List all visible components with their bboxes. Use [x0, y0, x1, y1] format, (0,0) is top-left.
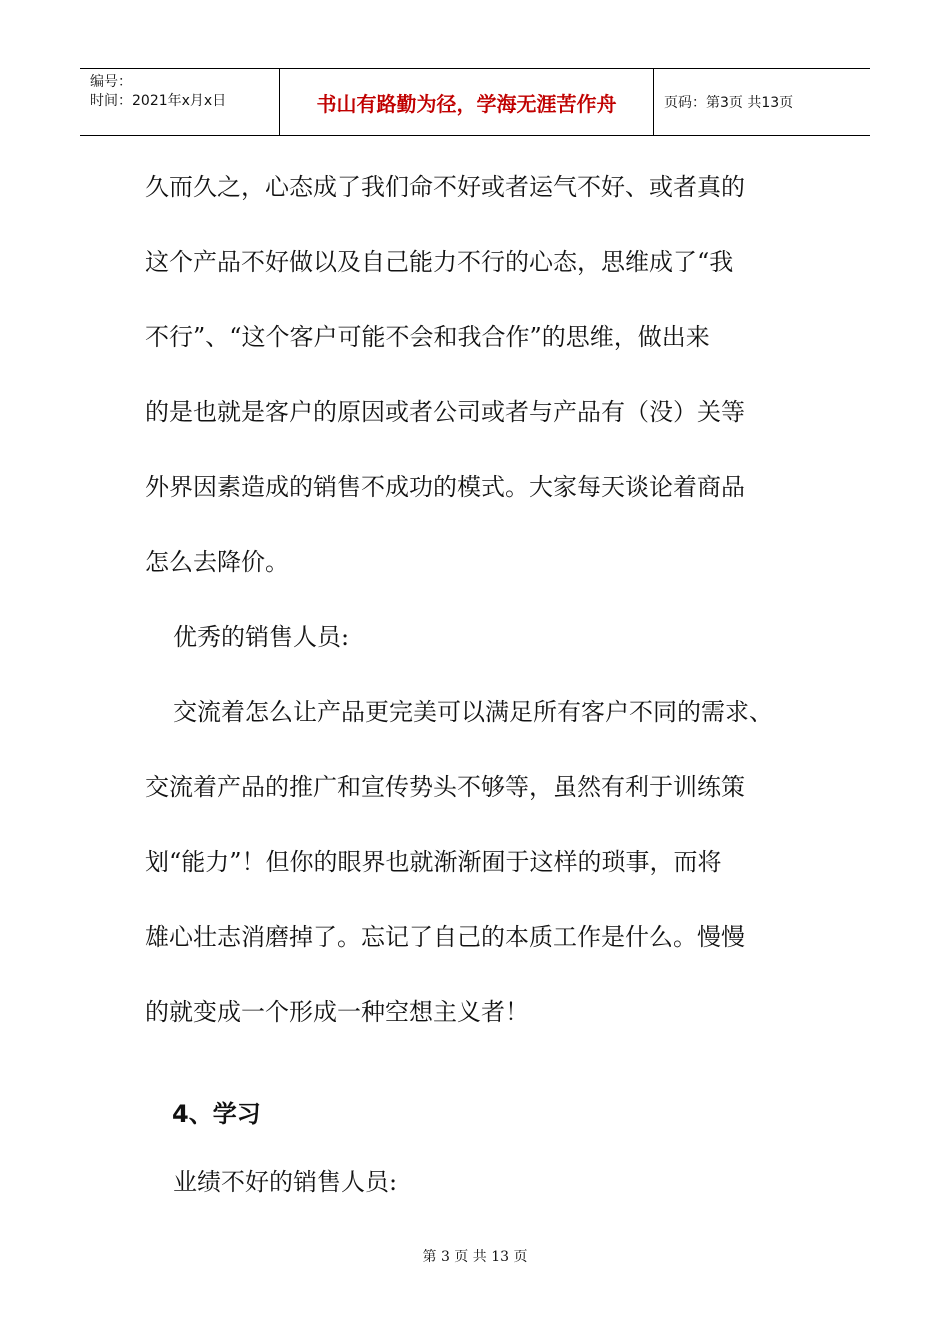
paragraph-line: 这个产品不好做以及自己能力不行的心态，思维成了“我	[145, 248, 734, 276]
paragraph-line: 划“能力”！但你的眼界也就渐渐囿于这样的琐事，而将	[145, 848, 722, 876]
document-number: 编号：	[90, 74, 132, 90]
paragraph-line: 不行”、“这个客户可能不会和我合作”的思维，做出来	[145, 323, 710, 351]
paragraph-line: 怎么去降价。	[145, 548, 289, 576]
header-page-info-cell	[654, 69, 870, 135]
document-body	[145, 150, 825, 1050]
header-meta	[80, 69, 280, 135]
section-heading: 4、学习	[172, 1100, 261, 1128]
header-page-info: 页码：第3页 共13页	[664, 95, 794, 111]
paragraph-line: 交流着怎么让产品更完美可以满足所有客户不同的需求、	[173, 698, 773, 726]
paragraph-line: 外界因素造成的销售不成功的模式。大家每天谈论着商品	[145, 473, 745, 501]
paragraph-line: 优秀的销售人员:	[173, 623, 350, 651]
paragraph-line: 雄心壮志消磨掉了。忘记了自己的本质工作是什么。慢慢	[145, 923, 745, 951]
paragraph-line: 久而久之，心态成了我们命不好或者运气不好、或者真的	[145, 173, 745, 201]
document-date: 时间：2021年x月x日	[90, 93, 227, 109]
paragraph-line: 交流着产品的推广和宣传势头不够等，虽然有利于训练策	[145, 773, 745, 801]
header-motto: 书山有路勤为径，学海无涯苦作舟	[316, 91, 617, 116]
paragraph-line: 的就变成一个形成一种空想主义者！	[145, 998, 529, 1026]
page-footer: 第 3 页 共 13 页	[422, 1249, 528, 1265]
header-motto-cell	[280, 69, 654, 135]
section-first-line: 业绩不好的销售人员:	[173, 1168, 398, 1196]
page-header	[80, 68, 870, 136]
paragraph-line: 的是也就是客户的原因或者公司或者与产品有（没）关等	[145, 398, 745, 426]
